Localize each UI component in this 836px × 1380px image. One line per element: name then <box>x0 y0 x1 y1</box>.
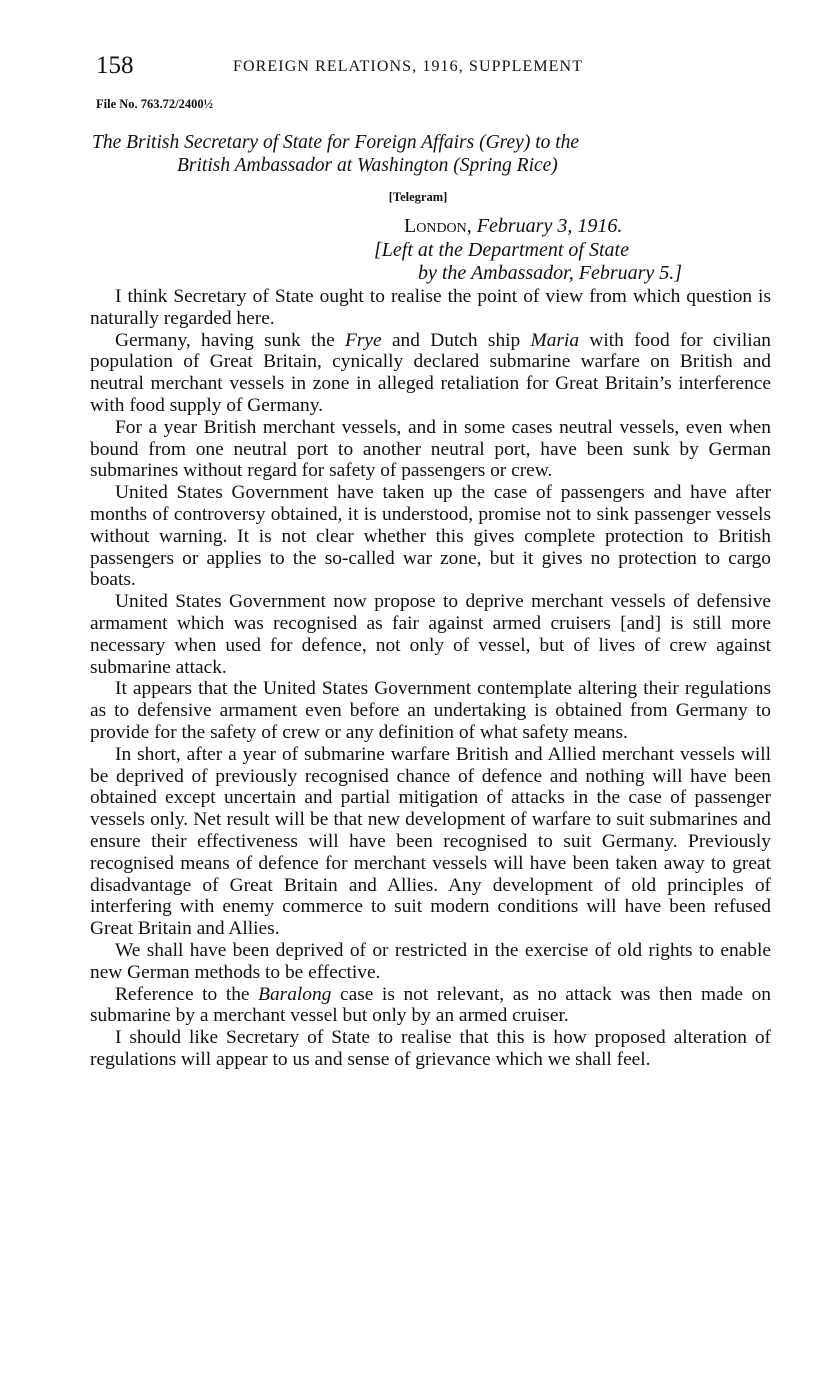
paragraph-8: We shall have been deprived of or restricted in the exercise of old rights to enable new German methods to be effective. <box>90 939 771 983</box>
telegram-label: [Telegram] <box>388 190 448 204</box>
ship-name-maria: Maria <box>530 329 580 351</box>
ship-name-baralong: Baralong <box>258 983 332 1005</box>
paragraph-6: It appears that the United States Government contemplate altering their regulations as to defensive armament even before an undertaking is obtained from Germany to provide for the safety of crew or any definition of what safety means. <box>90 678 771 743</box>
title-line-1: The British Secretary of State for Foreign Affairs (Grey) to the <box>92 132 580 153</box>
p2-text-a: Germany, having sunk the <box>115 329 346 351</box>
title-line-2: British Ambassador at Washington (Spring Rice) <box>177 155 558 176</box>
dateline-note-line-1: [Left at the Department of State <box>374 238 629 261</box>
file-number: File No. 763.72/2400½ <box>96 97 214 111</box>
running-head <box>96 52 641 82</box>
paragraph-5: United States Government now propose to deprive merchant vessels of defensive armament which was recognised as fair against armed cruisers [and] is still more necessary when used for defence, not only of vessel, but of lives of crew against submarine attack. <box>90 591 771 678</box>
p2-text-c: with food for civilian population of Great Britain, cynically declared submarine warfare on British and neutral merchant vessels in zone in alleged retaliation for Great Britain’s interference with food supply of Germany. <box>90 329 771 416</box>
paragraph-1: I think Secretary of State ought to realise the point of view from which question is naturally regarded here. <box>90 286 771 329</box>
paragraph-2 <box>90 330 771 417</box>
ship-name-frye: Frye <box>345 329 382 351</box>
dateline-place: London, <box>404 215 472 237</box>
dateline-date: February 3, 1916. <box>476 215 623 237</box>
paragraph-3: For a year British merchant vessels, and in some cases neutral vessels, even when bound from one neutral port to another neutral port, have been sunk by German submarines without regard for safety of passengers or crew. <box>90 416 771 482</box>
dateline <box>374 215 683 286</box>
p2-text-b: and Dutch ship <box>381 329 531 351</box>
paragraph-7: In short, after a year of submarine warfare British and Allied merchant vessels will be deprived of previously recognised chance of defence and nothing will have been obtained except uncertain and partial mitigation of attacks in the case of passenger vessels only. Net result will be that new development of warfare to suit submarines and ensure their effectiveness will have been recognised to suit Germany. Previously recognised means of defence for merchant vessels will have been taken away to great disadvantage of Great Britain and Allies. Any development of old principles of interfering with enemy commerce to suit modern conditions will have been refused Great Britain and Allies. <box>90 743 771 940</box>
p9-text-b: case is not relevant, as no attack was then made on submarine by a merchant vessel but only by an armed cruiser. <box>90 983 772 1027</box>
telegram-body <box>90 286 771 1071</box>
paragraph-9 <box>90 984 771 1028</box>
p9-text-a: Reference to the <box>115 983 259 1005</box>
dateline-note-line-2: by the Ambassador, February 5.] <box>418 262 683 284</box>
paragraph-10: I should like Secretary of State to realise that this is how proposed alteration of regulations will appear to us and sense of grievance which we shall feel. <box>90 1027 771 1070</box>
dateline-place-date <box>404 215 682 239</box>
page-number: 158 <box>96 52 134 79</box>
paragraph-4: United States Government have taken up the case of passengers and have after months of controversy obtained, it is understood, promise not to sink passenger vessels without warning. It is not clear whether this gives complete protection to British passengers or applies to the so-called war zone, but it gives no protection to cargo boats. <box>90 482 771 591</box>
running-title: FOREIGN RELATIONS, 1916, SUPPLEMENT <box>233 58 584 75</box>
document-title <box>92 131 782 177</box>
